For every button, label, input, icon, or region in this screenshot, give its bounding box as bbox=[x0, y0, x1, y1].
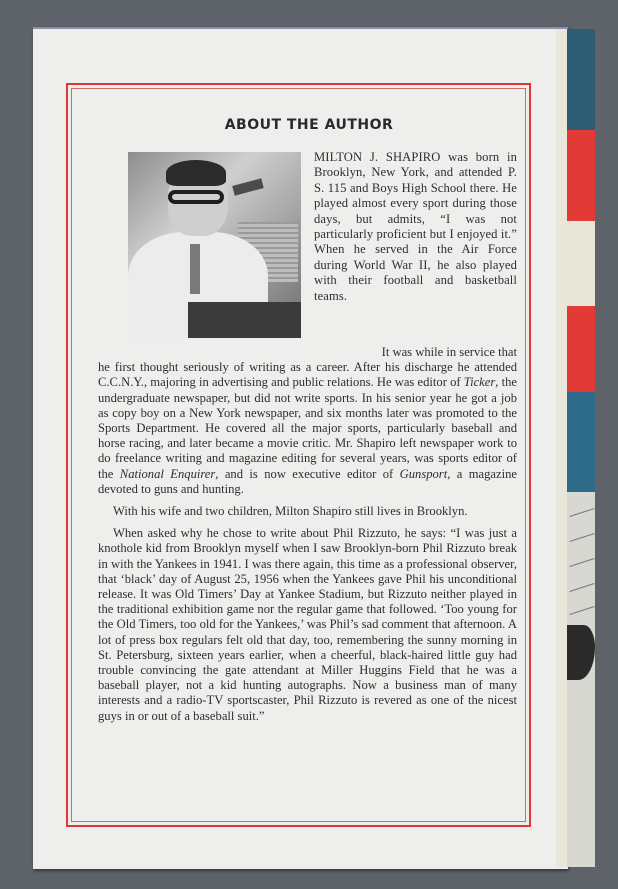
photo-hair bbox=[166, 160, 226, 186]
enquirer-title: National Enquirer bbox=[119, 466, 216, 481]
rizzuto-paragraph: When asked why he chose to write about Phil Rizzuto, he says: “I was just a knothole kid from Brooklyn myself when I saw Brooklyn-born Phil Rizzuto break in with the Yankees in 1941. I was there again, this time as a professional observer, that ‘black’ day of August 25, 1956 when the Yankees gave Phil his unconditional release. It was Old Timers’ Day at Yankee Stadium, but Rizzuto neither played in the traditional exhibition game nor the regular game that followed. ‘Too young for the Old Timers, too old for the Yankees,’ was Phil’s sad comment that afternoon. A lot of press box regulars felt old that day, too, remembering the sunny morning in St. Petersburg, sixteen years earlier, when a cheerful, black-haired little guy had trouble convincing the gate attendant at Miller Huggins Field that he was a baseball player, not a kid hunting autographs. Now a business man of many interests and a radio-TV sportscaster, Phil Rizzuto is revered as one of the nicest guys in or out of a baseball suit.” bbox=[98, 526, 517, 723]
ticker-title: Ticker bbox=[463, 375, 496, 390]
career-paragraph bbox=[98, 345, 517, 497]
sketch-line bbox=[569, 533, 594, 542]
author-photo bbox=[128, 152, 301, 338]
spine-blue-band bbox=[567, 29, 595, 130]
spine-cream-band bbox=[567, 221, 595, 306]
photo-glasses bbox=[168, 190, 224, 204]
career-text-2: , the undergraduate newspaper, but did not write sports. In his senior year he got a job as copy boy on a New York newspaper, and six months later was promoted to the Sports Department. He covered all the major sports, particularly baseball and horse racing, and later became a movie critic. Mr. Shapiro left newspaper work to do freelance writing and magazine editing for several years, was sports editor of the bbox=[98, 375, 517, 481]
sketch-shadow bbox=[567, 625, 595, 680]
photo-lamp bbox=[232, 178, 264, 195]
front-cover-edge bbox=[567, 29, 595, 867]
family-paragraph: With his wife and two children, Milton Shapiro still lives in Brooklyn. bbox=[113, 504, 468, 519]
sketch-line bbox=[569, 558, 594, 567]
page-title: ABOUT THE AUTHOR bbox=[224, 117, 394, 133]
intro-paragraph: MILTON J. SHAPIRO was born in Brooklyn, New York, and attended P. S. 115 and Boys High School there. He played almost every sport during those days, but admits, “I was not particularly proficient but I enjoyed it.” When he served in the Air Force during World War II, he also played with their football and basketball teams. bbox=[314, 150, 517, 303]
career-text-3: , and is now executive editor of bbox=[215, 466, 400, 481]
spine-blue-band-lower bbox=[567, 392, 595, 492]
photo-tie bbox=[190, 244, 200, 294]
career-lead: It was while in service that bbox=[381, 345, 517, 359]
photo-desk bbox=[188, 302, 301, 338]
gunsport-title: Gunsport bbox=[399, 466, 448, 481]
career-text-1: he first thought seriously of writing as a career. After his discharge he attended C.C.N.Y., majoring in advertising and public relations. He was editor of bbox=[98, 360, 517, 390]
sketch-line bbox=[569, 583, 594, 592]
spine-red-band-lower bbox=[567, 306, 595, 392]
spine-red-band bbox=[567, 130, 595, 221]
biography-body bbox=[98, 345, 517, 731]
cover-illustration-edge bbox=[567, 492, 595, 867]
sketch-line bbox=[569, 508, 594, 517]
career-text-4: , a magazine devoted to guns and hunting. bbox=[98, 466, 517, 496]
sketch-line bbox=[569, 606, 594, 615]
